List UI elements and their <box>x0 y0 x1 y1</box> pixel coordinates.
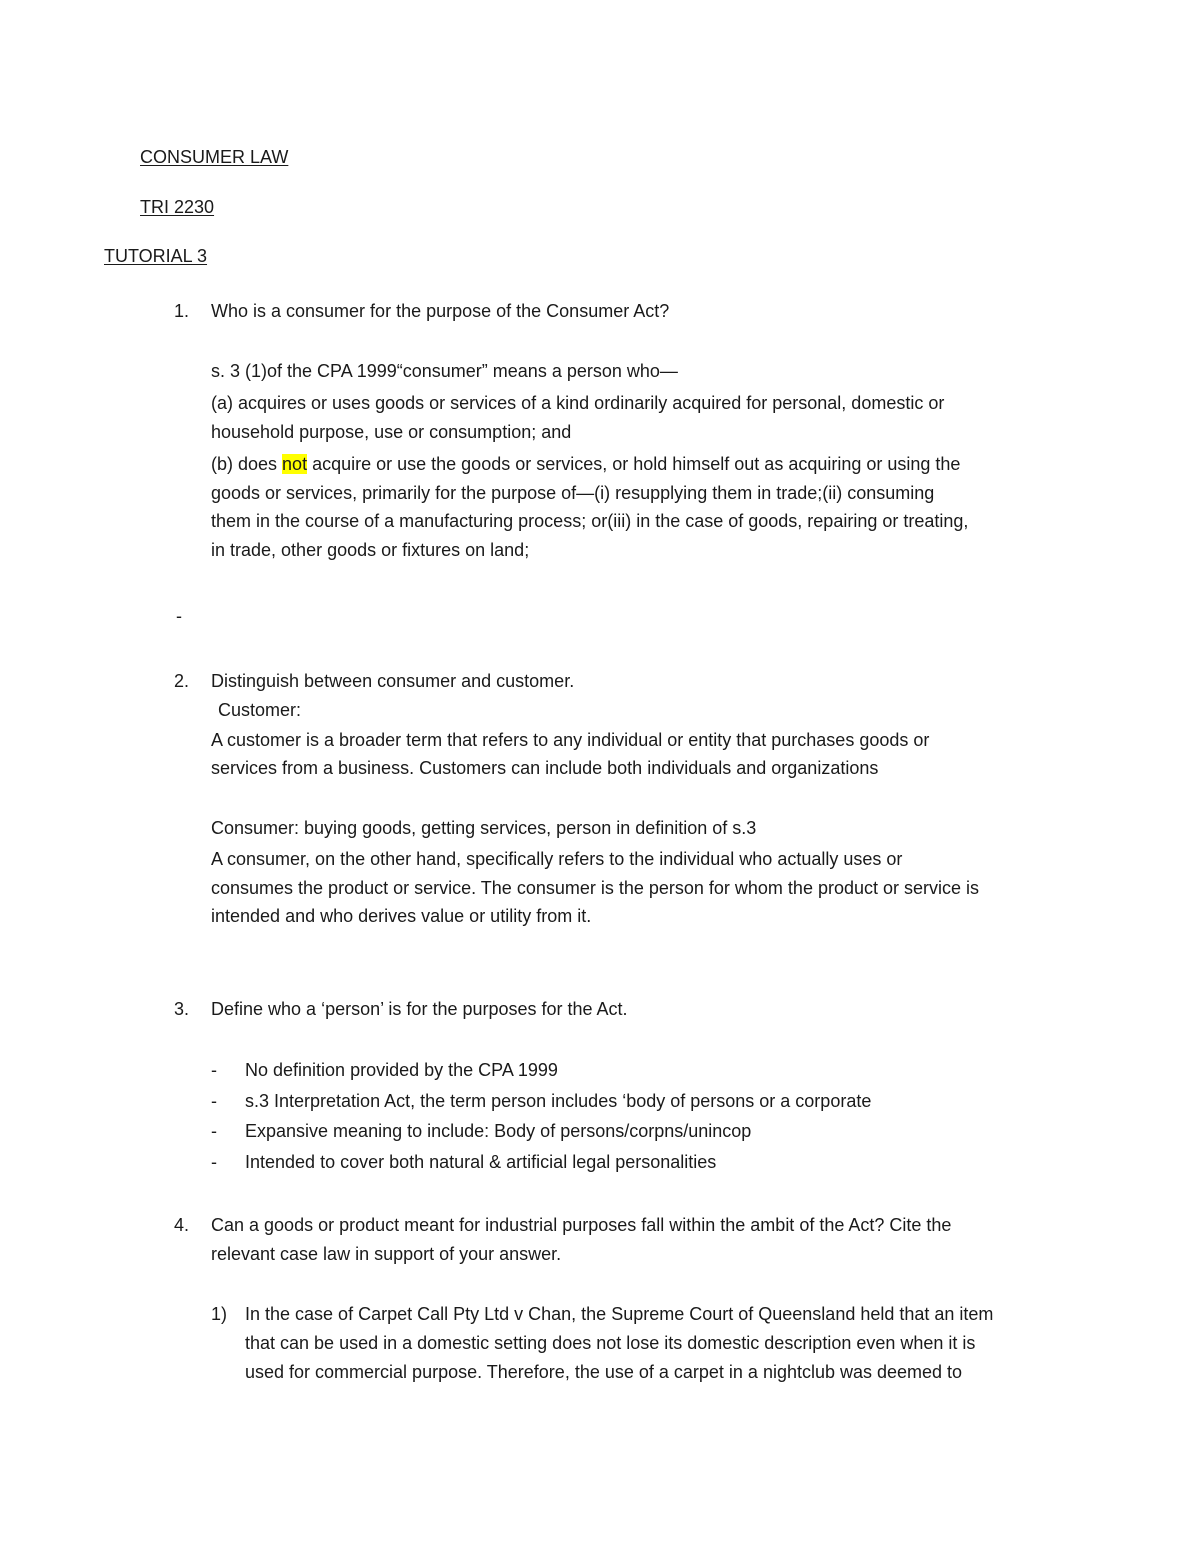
q4-number: 4. <box>174 1215 190 1235</box>
tutorial-title: TUTORIAL 3 <box>104 246 208 266</box>
q1-clause-b-rest: acquire or use the goods or services, or hold himself out as acquiring or using the <box>307 454 961 474</box>
q2-customer-line1: A customer is a broader term that refers to any individual or entity that purchases goods or <box>211 730 930 750</box>
q1-definition-line: s. 3 (1)of the CPA 1999“consumer” means a person who— <box>211 361 678 381</box>
q1-clause-a-line1: (a) acquires or uses goods or services of a kind ordinarily acquired for personal, domestic or <box>211 393 945 413</box>
q1-clause-b-line3: them in the course of a manufacturing process; or(iii) in the case of goods, repairing or treating, <box>211 511 969 531</box>
q1-dash: - <box>176 606 182 626</box>
q4-answer-line2: that can be used in a domestic setting does not lose its domestic description even when it is <box>245 1333 976 1353</box>
q3-bullet-marker: - <box>211 1060 217 1080</box>
q3-bullet-marker: - <box>211 1091 217 1111</box>
q1-number: 1. <box>174 301 190 321</box>
q3-number: 3. <box>174 999 190 1019</box>
q2-question: Distinguish between consumer and customer. <box>211 671 575 691</box>
q1-clause-b-line2: goods or services, primarily for the purpose of—(i) resupplying them in trade;(ii) consuming <box>211 483 935 503</box>
q3-bullet-item: No definition provided by the CPA 1999 <box>245 1060 558 1080</box>
q3-bullet-item: s.3 Interpretation Act, the term person includes ‘body of persons or a corporate <box>245 1091 872 1111</box>
q3-bullet-item: Intended to cover both natural & artificial legal personalities <box>245 1152 717 1172</box>
q1-clause-b-line4: in trade, other goods or fixtures on land; <box>211 540 530 560</box>
q4-sub-number: 1) <box>211 1304 228 1324</box>
q4-question-line1: Can a goods or product meant for industrial purposes fall within the ambit of the Act? Cite the <box>211 1215 952 1235</box>
q1-question: Who is a consumer for the purpose of the Consumer Act? <box>211 301 670 321</box>
q3-bullet-marker: - <box>211 1152 217 1172</box>
q2-number: 2. <box>174 671 190 691</box>
q2-consumer-line1: A consumer, on the other hand, specifically refers to the individual who actually uses or <box>211 849 903 869</box>
course-code: TRI 2230 <box>140 197 215 217</box>
q2-consumer-line2: consumes the product or service. The consumer is the person for whom the product or service is <box>211 878 980 898</box>
q2-customer-line2: services from a business. Customers can include both individuals and organizations <box>211 758 879 778</box>
q1-clause-b-line1 <box>211 452 960 476</box>
q2-consumer-label: Consumer: buying goods, getting services, person in definition of s.3 <box>211 818 757 838</box>
q1-clause-b-prefix: (b) does <box>211 454 283 474</box>
q1-clause-a-line2: household purpose, use or consumption; and <box>211 422 572 442</box>
q2-consumer-line3: intended and who derives value or utility from it. <box>211 906 592 926</box>
q3-question: Define who a ‘person’ is for the purposes for the Act. <box>211 999 628 1019</box>
q3-bullet-marker: - <box>211 1121 217 1141</box>
highlighted-word: not <box>282 454 308 474</box>
q3-bullet-item: Expansive meaning to include: Body of persons/corpns/unincop <box>245 1121 752 1141</box>
q4-answer-line1: In the case of Carpet Call Pty Ltd v Chan, the Supreme Court of Queensland held that an item <box>245 1304 994 1324</box>
q4-question-line2: relevant case law in support of your answer. <box>211 1244 562 1264</box>
course-title: CONSUMER LAW <box>140 147 289 167</box>
q4-answer-line3: used for commercial purpose. Therefore, the use of a carpet in a nightclub was deemed to <box>245 1362 963 1382</box>
q2-customer-label: Customer: <box>218 700 302 720</box>
